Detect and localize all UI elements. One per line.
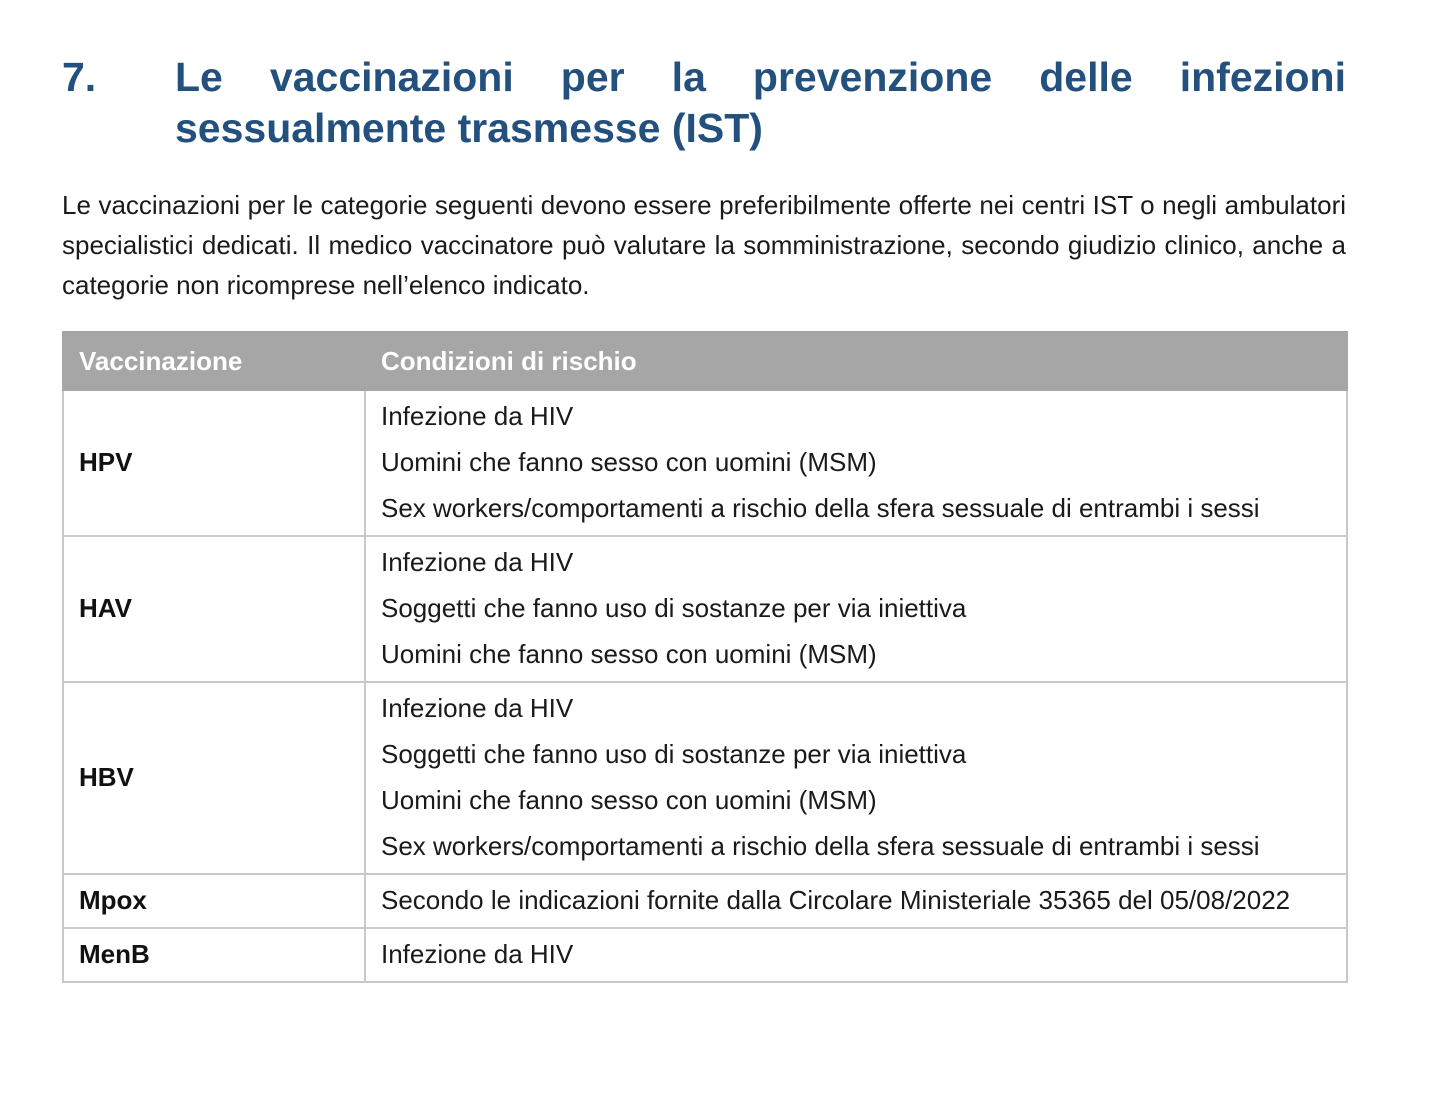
conditions-cell bbox=[365, 390, 1347, 536]
section-title bbox=[175, 52, 1346, 154]
condition-item: Secondo le indicazioni fornite dalla Circolare Ministeriale 35365 del 05/08/2022 bbox=[381, 885, 1291, 915]
table-row bbox=[63, 928, 1347, 982]
section-heading bbox=[62, 52, 1346, 154]
table-row bbox=[63, 390, 1347, 536]
condition-item: Uomini che fanno sesso con uomini (MSM) bbox=[381, 639, 877, 669]
table-row bbox=[63, 682, 1347, 874]
condition-item: Infezione da HIV bbox=[381, 547, 574, 577]
conditions-cell bbox=[365, 928, 1347, 982]
condition-item: Uomini che fanno sesso con uomini (MSM) bbox=[381, 785, 877, 815]
vaccine-cell: Mpox bbox=[63, 874, 365, 928]
condition-item: Soggetti che fanno uso di sostanze per via iniettiva bbox=[381, 739, 967, 769]
condition-item: Infezione da HIV bbox=[381, 693, 574, 723]
section-title-line1: Le vaccinazioni per la prevenzione delle infezioni bbox=[175, 54, 1346, 100]
condition-item: Infezione da HIV bbox=[381, 939, 574, 969]
intro-paragraph: Le vaccinazioni per le categorie seguenti devono essere preferibilmente offerte nei centri IST o negli ambulatori specialistici dedicati. Il medico vaccinatore può valutare la somministrazione, secondo giudizio clinico, anche a categorie non ricomprese nell’elenco indicato. bbox=[62, 190, 1346, 300]
vaccine-cell: HBV bbox=[63, 682, 365, 874]
vaccine-cell: HPV bbox=[63, 390, 365, 536]
header-risk-conditions: Condizioni di rischio bbox=[365, 332, 1347, 390]
conditions-cell bbox=[365, 874, 1347, 928]
condition-item: Infezione da HIV bbox=[381, 401, 574, 431]
header-vaccination: Vaccinazione bbox=[63, 332, 365, 390]
condition-item: Sex workers/comportamenti a rischio della sfera sessuale di entrambi i sessi bbox=[381, 493, 1260, 523]
condition-item: Soggetti che fanno uso di sostanze per via iniettiva bbox=[381, 593, 967, 623]
conditions-cell bbox=[365, 536, 1347, 682]
risk-conditions-table bbox=[62, 331, 1348, 983]
section-number: 7. bbox=[62, 54, 97, 100]
vaccine-cell: HAV bbox=[63, 536, 365, 682]
table-row bbox=[63, 874, 1347, 928]
conditions-cell bbox=[365, 682, 1347, 874]
vaccine-cell: MenB bbox=[63, 928, 365, 982]
section-title-line2: sessualmente trasmesse (IST) bbox=[175, 105, 763, 151]
table-header-row bbox=[63, 332, 1347, 390]
table-row bbox=[63, 536, 1347, 682]
condition-item: Uomini che fanno sesso con uomini (MSM) bbox=[381, 447, 877, 477]
condition-item: Sex workers/comportamenti a rischio della sfera sessuale di entrambi i sessi bbox=[381, 831, 1260, 861]
document-page bbox=[62, 52, 1346, 983]
